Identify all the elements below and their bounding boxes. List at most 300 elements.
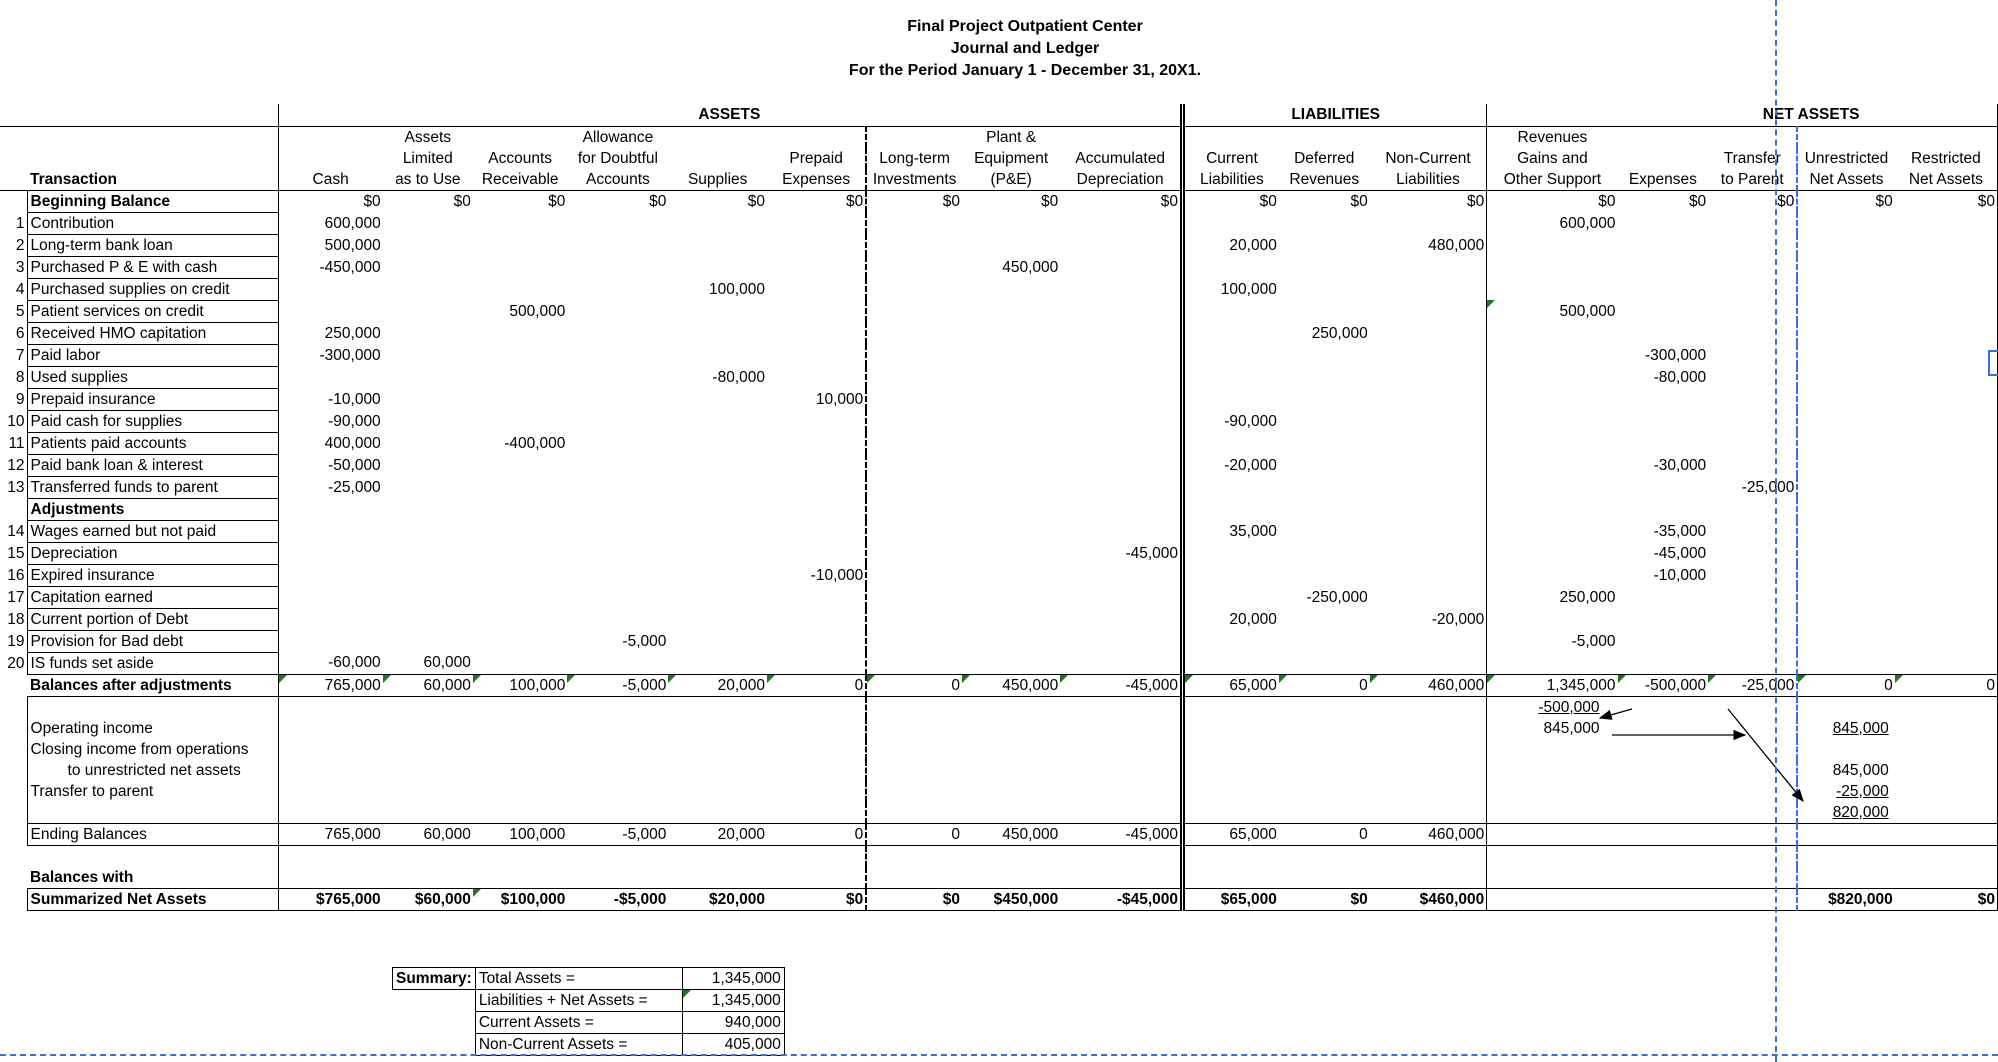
cell-empty[interactable] bbox=[278, 718, 383, 739]
cell-pe[interactable] bbox=[962, 212, 1060, 234]
cell-lti[interactable] bbox=[866, 300, 962, 322]
header-defrev[interactable]: Revenues bbox=[1279, 169, 1370, 191]
cell-empty[interactable] bbox=[767, 718, 866, 739]
ending-ar[interactable]: 100,000 bbox=[473, 823, 568, 845]
cell-supplies[interactable]: 100,000 bbox=[708, 280, 765, 298]
cell-empty[interactable] bbox=[278, 696, 383, 718]
cell-unrest[interactable] bbox=[1797, 432, 1894, 454]
spacer[interactable] bbox=[1183, 845, 1279, 867]
cell-curliab[interactable] bbox=[1183, 388, 1279, 410]
cell-supplies[interactable] bbox=[668, 630, 767, 652]
cell-rest[interactable] bbox=[1895, 300, 1998, 322]
ending-alu[interactable]: 60,000 bbox=[383, 823, 473, 845]
cell-prepaid[interactable] bbox=[767, 454, 866, 476]
cell-rest[interactable] bbox=[1895, 498, 1998, 520]
closing-value[interactable]: -500,000 bbox=[1487, 696, 1618, 718]
ending-defrev[interactable]: 0 bbox=[1279, 823, 1370, 845]
cell-lti[interactable] bbox=[866, 498, 962, 520]
cell-accdep[interactable]: $0 bbox=[1160, 192, 1179, 210]
summarized-accdep[interactable]: -$45,000 bbox=[1060, 888, 1182, 910]
ending-label[interactable]: Ending Balances bbox=[27, 823, 278, 845]
cell-transfer[interactable] bbox=[1708, 608, 1797, 630]
cell-exp[interactable] bbox=[1618, 256, 1709, 278]
cell-allow[interactable]: -5,000 bbox=[567, 674, 668, 696]
cell-curliab[interactable] bbox=[1183, 256, 1279, 278]
cell-supplies[interactable] bbox=[668, 432, 767, 454]
cell-cash[interactable]: -50,000 bbox=[278, 454, 383, 476]
cell-empty[interactable] bbox=[1618, 760, 1709, 781]
row-label[interactable]: Paid bank loan & interest bbox=[27, 454, 278, 476]
cell-empty[interactable] bbox=[1183, 781, 1279, 802]
header-cash[interactable] bbox=[278, 126, 383, 148]
cell-ncl[interactable]: 480,000 bbox=[1428, 236, 1485, 254]
summarized-rev[interactable] bbox=[1487, 888, 1618, 910]
cell-allow[interactable] bbox=[567, 564, 668, 586]
cell-empty[interactable] bbox=[1370, 781, 1487, 802]
cell-allow[interactable] bbox=[567, 388, 668, 410]
cell-prepaid[interactable]: 10,000 bbox=[815, 390, 864, 408]
row-number[interactable]: 9 bbox=[0, 388, 27, 410]
spacer[interactable] bbox=[278, 867, 383, 889]
cell-ar[interactable]: 500,000 bbox=[509, 302, 566, 320]
spacer[interactable] bbox=[1708, 845, 1797, 867]
row-number[interactable] bbox=[0, 696, 27, 718]
cell-curliab[interactable] bbox=[1183, 344, 1279, 366]
cell-ar[interactable] bbox=[473, 278, 568, 300]
cell-ncl[interactable] bbox=[1370, 388, 1487, 410]
spacer[interactable] bbox=[866, 845, 962, 867]
header-ncl[interactable]: Liabilities bbox=[1370, 169, 1487, 191]
cell-ncl[interactable] bbox=[1370, 212, 1487, 234]
cell-curliab[interactable] bbox=[1183, 586, 1279, 608]
cell-rev[interactable] bbox=[1487, 608, 1618, 630]
cell-ncl[interactable] bbox=[1370, 586, 1487, 608]
header-prepaid[interactable]: Expenses bbox=[767, 169, 866, 191]
cell-ar[interactable] bbox=[473, 608, 568, 630]
header-rest[interactable]: Restricted bbox=[1895, 148, 1998, 169]
row-number[interactable]: 10 bbox=[0, 410, 27, 432]
cell-rest[interactable] bbox=[1895, 344, 1998, 366]
cell-prepaid[interactable] bbox=[767, 432, 866, 454]
cell-curliab[interactable] bbox=[1183, 432, 1279, 454]
cell-empty[interactable] bbox=[866, 696, 962, 718]
cell-unrest[interactable]: $0 bbox=[1797, 190, 1894, 212]
row-number[interactable] bbox=[0, 760, 27, 781]
cell-pe[interactable]: 450,000 bbox=[1002, 258, 1059, 276]
cell-exp[interactable] bbox=[1618, 498, 1709, 520]
cell-unrest[interactable] bbox=[1797, 520, 1894, 542]
cell-rest[interactable] bbox=[1895, 256, 1998, 278]
header-rest[interactable] bbox=[1895, 126, 1998, 148]
cell-supplies[interactable] bbox=[668, 410, 767, 432]
cell-rest[interactable] bbox=[1895, 322, 1998, 344]
cell-supplies[interactable] bbox=[668, 652, 767, 674]
cell-ncl[interactable] bbox=[1370, 256, 1487, 278]
cell-lti[interactable] bbox=[866, 564, 962, 586]
cell-rev[interactable]: -5,000 bbox=[1487, 630, 1618, 652]
cell-defrev[interactable] bbox=[1279, 476, 1370, 498]
row-number[interactable]: 13 bbox=[0, 476, 27, 498]
header-blank[interactable] bbox=[0, 169, 27, 191]
cell-curliab[interactable]: 20,000 bbox=[1183, 234, 1279, 256]
cell-accdep[interactable] bbox=[1060, 520, 1182, 542]
cell-transfer[interactable] bbox=[1708, 542, 1797, 564]
cell-prepaid[interactable] bbox=[767, 344, 866, 366]
cell-empty[interactable] bbox=[383, 760, 473, 781]
cell-alu[interactable] bbox=[383, 366, 473, 388]
cell-empty[interactable] bbox=[1895, 802, 1998, 824]
closing-label[interactable]: Closing income from operations bbox=[27, 739, 278, 760]
cell-lti[interactable] bbox=[866, 454, 962, 476]
cell-defrev[interactable] bbox=[1279, 630, 1370, 652]
cell-empty[interactable] bbox=[1370, 739, 1487, 760]
cell-alu[interactable] bbox=[383, 432, 473, 454]
row-label[interactable]: IS funds set aside bbox=[27, 652, 278, 674]
cell-empty[interactable] bbox=[278, 781, 383, 802]
cell-supplies[interactable] bbox=[668, 520, 767, 542]
cell-unrest[interactable] bbox=[1797, 366, 1894, 388]
cell-supplies[interactable]: -80,000 bbox=[712, 368, 765, 386]
cell-rest[interactable] bbox=[1895, 454, 1998, 476]
cell-rest[interactable] bbox=[1895, 212, 1998, 234]
cell-allow[interactable] bbox=[567, 476, 668, 498]
header-supplies[interactable] bbox=[668, 126, 767, 148]
cell-empty[interactable] bbox=[1183, 718, 1279, 739]
cell-pe[interactable] bbox=[962, 542, 1060, 564]
cell-supplies[interactable] bbox=[668, 586, 767, 608]
cell-empty[interactable] bbox=[1708, 781, 1797, 802]
row-number[interactable] bbox=[0, 823, 27, 845]
cell-transfer[interactable]: $0 bbox=[1777, 192, 1795, 210]
cell-defrev[interactable] bbox=[1279, 366, 1370, 388]
cell-ncl[interactable] bbox=[1370, 520, 1487, 542]
cell-accdep[interactable] bbox=[1060, 344, 1182, 366]
cell-ar[interactable] bbox=[473, 410, 568, 432]
spacer[interactable] bbox=[1895, 845, 1998, 867]
cell-alu[interactable] bbox=[383, 256, 473, 278]
cell-cash[interactable] bbox=[278, 366, 383, 388]
row-number[interactable] bbox=[0, 888, 27, 910]
cell-exp[interactable]: -300,000 bbox=[1644, 346, 1707, 364]
cell-empty[interactable] bbox=[962, 739, 1060, 760]
cell-rest[interactable] bbox=[1895, 608, 1998, 630]
spacer[interactable] bbox=[767, 845, 866, 867]
spacer[interactable] bbox=[962, 867, 1060, 889]
cell-rev[interactable]: $0 bbox=[1487, 190, 1618, 212]
cell-ncl[interactable]: $0 bbox=[1467, 192, 1485, 210]
spacer[interactable] bbox=[1060, 867, 1182, 889]
cell-ncl[interactable] bbox=[1370, 630, 1487, 652]
cell-alu[interactable] bbox=[383, 300, 473, 322]
cell-allow[interactable] bbox=[567, 520, 668, 542]
cell-exp[interactable] bbox=[1618, 300, 1709, 322]
row-number[interactable] bbox=[0, 739, 27, 760]
cell-cash[interactable]: -60,000 bbox=[278, 652, 383, 674]
cell-prepaid[interactable] bbox=[767, 542, 866, 564]
header-blank[interactable] bbox=[0, 148, 27, 169]
cell-cash[interactable]: 400,000 bbox=[278, 432, 383, 454]
cell-rev[interactable] bbox=[1487, 344, 1618, 366]
cell-empty[interactable] bbox=[767, 760, 866, 781]
cell-empty[interactable] bbox=[1618, 739, 1709, 760]
cell-unrest[interactable] bbox=[1797, 212, 1894, 234]
cell-prepaid[interactable] bbox=[767, 234, 866, 256]
summarized-curliab[interactable]: $65,000 bbox=[1183, 888, 1279, 910]
cell-ar[interactable] bbox=[473, 234, 568, 256]
cell-rest[interactable] bbox=[1895, 278, 1998, 300]
header-rest[interactable]: Net Assets bbox=[1895, 169, 1998, 191]
header-ar[interactable]: Receivable bbox=[473, 169, 568, 191]
cell-empty[interactable] bbox=[1618, 802, 1709, 824]
cell-ar[interactable] bbox=[473, 652, 568, 674]
cell-lti[interactable] bbox=[866, 630, 962, 652]
cell-defrev[interactable] bbox=[1279, 564, 1370, 586]
header-transaction[interactable] bbox=[27, 126, 278, 148]
row-number[interactable] bbox=[0, 718, 27, 739]
cell-curliab[interactable] bbox=[1183, 322, 1279, 344]
cell-ar[interactable]: $0 bbox=[548, 192, 566, 210]
cell-accdep[interactable] bbox=[1060, 388, 1182, 410]
cell-cash[interactable]: -90,000 bbox=[278, 410, 383, 432]
cell-empty[interactable] bbox=[1618, 781, 1709, 802]
row-number[interactable]: 14 bbox=[0, 520, 27, 542]
cell-defrev[interactable] bbox=[1279, 410, 1370, 432]
cell-unrest[interactable] bbox=[1797, 278, 1894, 300]
summarized-pe[interactable]: $450,000 bbox=[962, 888, 1060, 910]
header-rev[interactable]: Gains and bbox=[1487, 148, 1618, 169]
row-label[interactable]: Received HMO capitation bbox=[27, 322, 278, 344]
row-label[interactable]: Patients paid accounts bbox=[27, 432, 278, 454]
cell-cash[interactable] bbox=[278, 300, 383, 322]
cell-empty[interactable] bbox=[866, 739, 962, 760]
cell-pe[interactable] bbox=[962, 498, 1060, 520]
cell-accdep[interactable]: -45,000 bbox=[1125, 544, 1179, 562]
cell-empty[interactable] bbox=[567, 739, 668, 760]
spacer[interactable] bbox=[0, 845, 27, 867]
cell-transfer[interactable] bbox=[1708, 278, 1797, 300]
cell-lti[interactable]: $0 bbox=[866, 190, 962, 212]
closing-value[interactable]: 845,000 bbox=[1487, 718, 1618, 739]
ending-curliab[interactable]: 65,000 bbox=[1183, 823, 1279, 845]
cell-exp[interactable] bbox=[1618, 432, 1709, 454]
ending-transfer[interactable] bbox=[1708, 823, 1797, 845]
cell-defrev[interactable] bbox=[1279, 498, 1370, 520]
cell-pe[interactable] bbox=[962, 564, 1060, 586]
cell-lti[interactable] bbox=[866, 608, 962, 630]
cell-defrev[interactable] bbox=[1279, 300, 1370, 322]
header-curliab[interactable] bbox=[1183, 126, 1279, 148]
cell-unrest[interactable] bbox=[1797, 300, 1894, 322]
cell-pe[interactable]: $0 bbox=[1041, 192, 1059, 210]
cell-supplies[interactable] bbox=[668, 256, 767, 278]
cell-transfer[interactable] bbox=[1708, 652, 1797, 674]
cell-defrev[interactable]: -250,000 bbox=[1306, 588, 1368, 606]
cell-accdep[interactable] bbox=[1060, 432, 1182, 454]
summarized-ar[interactable]: $100,000 bbox=[473, 888, 568, 910]
cell-unrest[interactable] bbox=[1797, 652, 1894, 674]
closing-label[interactable] bbox=[27, 696, 278, 718]
cell-prepaid[interactable] bbox=[767, 652, 866, 674]
cell-exp[interactable] bbox=[1618, 212, 1709, 234]
spacer[interactable] bbox=[567, 867, 668, 889]
cell-transfer[interactable]: -25,000 bbox=[1708, 674, 1797, 696]
cell-empty[interactable] bbox=[1895, 760, 1998, 781]
summarized-supplies[interactable]: $20,000 bbox=[668, 888, 767, 910]
cell-allow[interactable] bbox=[567, 366, 668, 388]
cell-pe[interactable] bbox=[962, 652, 1060, 674]
cell-alu[interactable] bbox=[383, 388, 473, 410]
header-unrest[interactable]: Unrestricted bbox=[1797, 148, 1894, 169]
cell-pe[interactable] bbox=[962, 322, 1060, 344]
row-label[interactable]: Adjustments bbox=[27, 498, 278, 520]
ending-rev[interactable] bbox=[1487, 823, 1618, 845]
summarized-label-1[interactable]: Balances with bbox=[30, 868, 134, 886]
cell-empty[interactable] bbox=[383, 739, 473, 760]
spacer[interactable] bbox=[1895, 867, 1998, 889]
cell-curliab[interactable] bbox=[1183, 564, 1279, 586]
cell-allow[interactable]: -5,000 bbox=[622, 632, 667, 650]
cell-supplies[interactable] bbox=[668, 454, 767, 476]
cell-rev[interactable]: 600,000 bbox=[1487, 212, 1618, 234]
cell-curliab[interactable]: $0 bbox=[1183, 190, 1279, 212]
cell-allow[interactable] bbox=[567, 608, 668, 630]
spacer[interactable] bbox=[1279, 845, 1370, 867]
row-number[interactable]: 17 bbox=[0, 586, 27, 608]
cell-alu[interactable] bbox=[383, 476, 473, 498]
cell-rest[interactable] bbox=[1895, 234, 1998, 256]
closing-label[interactable]: Transfer to parent bbox=[27, 781, 278, 802]
cell-empty[interactable] bbox=[473, 760, 568, 781]
cell-lti[interactable] bbox=[866, 520, 962, 542]
row-number[interactable]: 15 bbox=[0, 542, 27, 564]
row-number[interactable]: 4 bbox=[0, 278, 27, 300]
cell-accdep[interactable] bbox=[1060, 608, 1182, 630]
cell-allow[interactable] bbox=[567, 278, 668, 300]
summary-value[interactable]: 405,000 bbox=[682, 1034, 784, 1056]
spacer[interactable] bbox=[1797, 845, 1894, 867]
header-lti[interactable] bbox=[866, 126, 962, 148]
cell-supplies[interactable] bbox=[668, 542, 767, 564]
ending-accdep[interactable]: -45,000 bbox=[1060, 823, 1182, 845]
cell-exp[interactable] bbox=[1618, 410, 1709, 432]
header-rev[interactable]: Revenues bbox=[1487, 126, 1618, 148]
cell-accdep[interactable] bbox=[1060, 454, 1182, 476]
row-number[interactable] bbox=[0, 190, 27, 212]
cell-alu[interactable] bbox=[383, 608, 473, 630]
header-accdep[interactable]: Depreciation bbox=[1060, 169, 1182, 191]
row-number[interactable] bbox=[0, 674, 27, 696]
cell-accdep[interactable] bbox=[1060, 476, 1182, 498]
cell-prepaid[interactable] bbox=[767, 498, 866, 520]
cell-alu[interactable] bbox=[383, 344, 473, 366]
cell-lti[interactable] bbox=[866, 542, 962, 564]
cell-ar[interactable] bbox=[473, 520, 568, 542]
cell-empty[interactable] bbox=[767, 802, 866, 824]
cell-ar[interactable] bbox=[473, 256, 568, 278]
row-label[interactable]: Wages earned but not paid bbox=[27, 520, 278, 542]
cell-empty[interactable] bbox=[1487, 781, 1618, 802]
row-number[interactable]: 16 bbox=[0, 564, 27, 586]
cell-lti[interactable]: 0 bbox=[866, 674, 962, 696]
summarized-alu[interactable]: $60,000 bbox=[383, 888, 473, 910]
header-transfer[interactable] bbox=[1708, 126, 1797, 148]
cell-ar[interactable] bbox=[473, 388, 568, 410]
cell-unrest[interactable] bbox=[1797, 498, 1894, 520]
cell-prepaid[interactable] bbox=[767, 410, 866, 432]
cell-empty[interactable] bbox=[473, 718, 568, 739]
cell-lti[interactable] bbox=[866, 212, 962, 234]
cell-lti[interactable] bbox=[866, 278, 962, 300]
cell-prepaid[interactable] bbox=[767, 586, 866, 608]
cell-ncl[interactable] bbox=[1370, 322, 1487, 344]
cell-empty[interactable] bbox=[668, 739, 767, 760]
spacer[interactable] bbox=[383, 845, 473, 867]
cell-empty[interactable] bbox=[1279, 802, 1370, 824]
cell-curliab[interactable]: 20,000 bbox=[1183, 608, 1279, 630]
cell-allow[interactable] bbox=[567, 454, 668, 476]
cell-rest[interactable] bbox=[1895, 542, 1998, 564]
row-label[interactable]: Patient services on credit bbox=[27, 300, 278, 322]
cell-empty[interactable] bbox=[1487, 739, 1618, 760]
cell-unrest[interactable]: 0 bbox=[1797, 674, 1894, 696]
cell-pe[interactable] bbox=[962, 366, 1060, 388]
cell-rev[interactable] bbox=[1487, 564, 1618, 586]
header-ncl[interactable]: Non-Current bbox=[1385, 149, 1471, 167]
cell-pe[interactable]: 450,000 bbox=[962, 674, 1060, 696]
cell-accdep[interactable] bbox=[1060, 322, 1182, 344]
cell-allow[interactable] bbox=[567, 300, 668, 322]
cell-ncl[interactable] bbox=[1370, 344, 1487, 366]
cell-prepaid[interactable] bbox=[767, 212, 866, 234]
closing-value[interactable]: -25,000 bbox=[1797, 781, 1894, 802]
cell-cash[interactable]: -10,000 bbox=[278, 388, 383, 410]
row-number[interactable]: 5 bbox=[0, 300, 27, 322]
header-defrev[interactable] bbox=[1279, 126, 1370, 148]
cell-prepaid[interactable] bbox=[767, 608, 866, 630]
cell-pe[interactable] bbox=[962, 278, 1060, 300]
row-number[interactable]: 11 bbox=[0, 432, 27, 454]
cell-curliab[interactable] bbox=[1183, 498, 1279, 520]
cell-transfer[interactable] bbox=[1708, 410, 1797, 432]
cell-unrest[interactable] bbox=[1797, 322, 1894, 344]
ending-supplies[interactable]: 20,000 bbox=[668, 823, 767, 845]
spacer[interactable] bbox=[668, 867, 767, 889]
header-supplies[interactable]: Supplies bbox=[668, 169, 767, 191]
cell-empty[interactable] bbox=[1370, 802, 1487, 824]
header-transaction[interactable]: Transaction bbox=[27, 169, 278, 191]
cell-empty[interactable] bbox=[473, 781, 568, 802]
cell-empty[interactable] bbox=[1183, 802, 1279, 824]
cell-lti[interactable] bbox=[866, 366, 962, 388]
cell-exp[interactable] bbox=[1618, 322, 1709, 344]
cell-alu[interactable] bbox=[383, 520, 473, 542]
cell-empty[interactable] bbox=[1183, 739, 1279, 760]
cell-empty[interactable] bbox=[1895, 739, 1998, 760]
spacer[interactable] bbox=[1618, 867, 1709, 889]
summary-value[interactable]: 940,000 bbox=[682, 1012, 784, 1034]
ending-cash[interactable]: 765,000 bbox=[278, 823, 383, 845]
cell-cash[interactable]: -300,000 bbox=[278, 344, 383, 366]
cell-accdep[interactable] bbox=[1060, 256, 1182, 278]
closing-value[interactable]: 845,000 bbox=[1797, 760, 1894, 781]
cell-empty[interactable] bbox=[567, 802, 668, 824]
cell-empty[interactable] bbox=[866, 781, 962, 802]
cell-accdep[interactable] bbox=[1060, 652, 1182, 674]
spacer[interactable] bbox=[1060, 845, 1182, 867]
cell-allow[interactable] bbox=[567, 586, 668, 608]
cell-defrev[interactable] bbox=[1279, 608, 1370, 630]
header-rev[interactable]: Other Support bbox=[1487, 169, 1618, 191]
